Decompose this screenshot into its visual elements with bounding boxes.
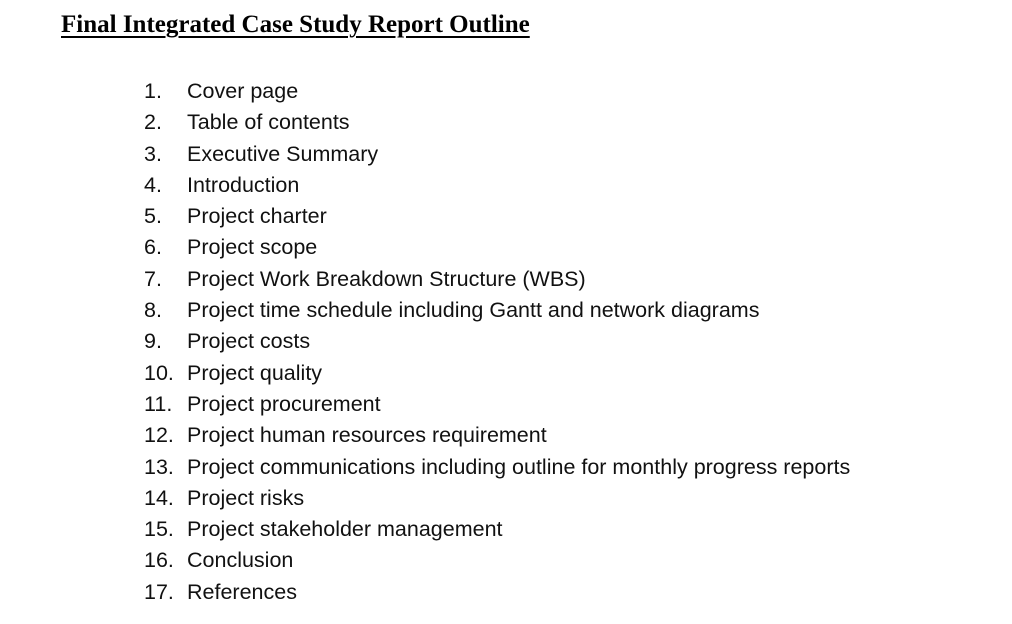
item-text: Project time schedule including Gantt and network diagrams (187, 298, 760, 323)
item-number: 17. (144, 579, 174, 604)
item-number: 1. (144, 79, 162, 103)
item-text: Introduction (187, 172, 300, 197)
item-text: Project communications including outline for monthly progress reports (187, 454, 851, 479)
item-number: 9. (144, 329, 162, 354)
item-number: 2. (144, 110, 162, 135)
item-text: Executive Summary (187, 141, 379, 166)
item-number: 4. (144, 172, 162, 197)
item-number: 11. (144, 391, 173, 416)
item-number: 14. (144, 485, 174, 510)
item-text: Project costs (187, 329, 311, 354)
item-number: 15. (144, 517, 174, 542)
item-text: References (187, 579, 297, 604)
item-number: 6. (144, 235, 162, 260)
item-text: Cover page (187, 79, 299, 103)
item-text: Table of contents (187, 110, 350, 135)
item-number: 5. (144, 204, 162, 229)
item-number: 7. (144, 266, 162, 291)
item-text: Project charter (187, 204, 327, 229)
item-text: Conclusion (187, 548, 294, 573)
item-text: Project Work Breakdown Structure (WBS) (187, 266, 586, 291)
item-text: Project procurement (187, 391, 381, 416)
document-title: Final Integrated Case Study Report Outline (61, 11, 530, 38)
item-number: 13. (144, 454, 174, 479)
item-text: Project risks (187, 485, 305, 510)
item-number: 16. (144, 548, 174, 573)
item-text: Project scope (187, 235, 318, 260)
item-number: 8. (144, 298, 162, 323)
item-text: Project quality (187, 360, 323, 385)
item-number: 12. (144, 423, 174, 448)
item-text: Project human resources requirement (187, 423, 547, 448)
item-text: Project stakeholder management (187, 517, 503, 542)
item-number: 10. (144, 360, 174, 385)
item-number: 3. (144, 141, 162, 166)
